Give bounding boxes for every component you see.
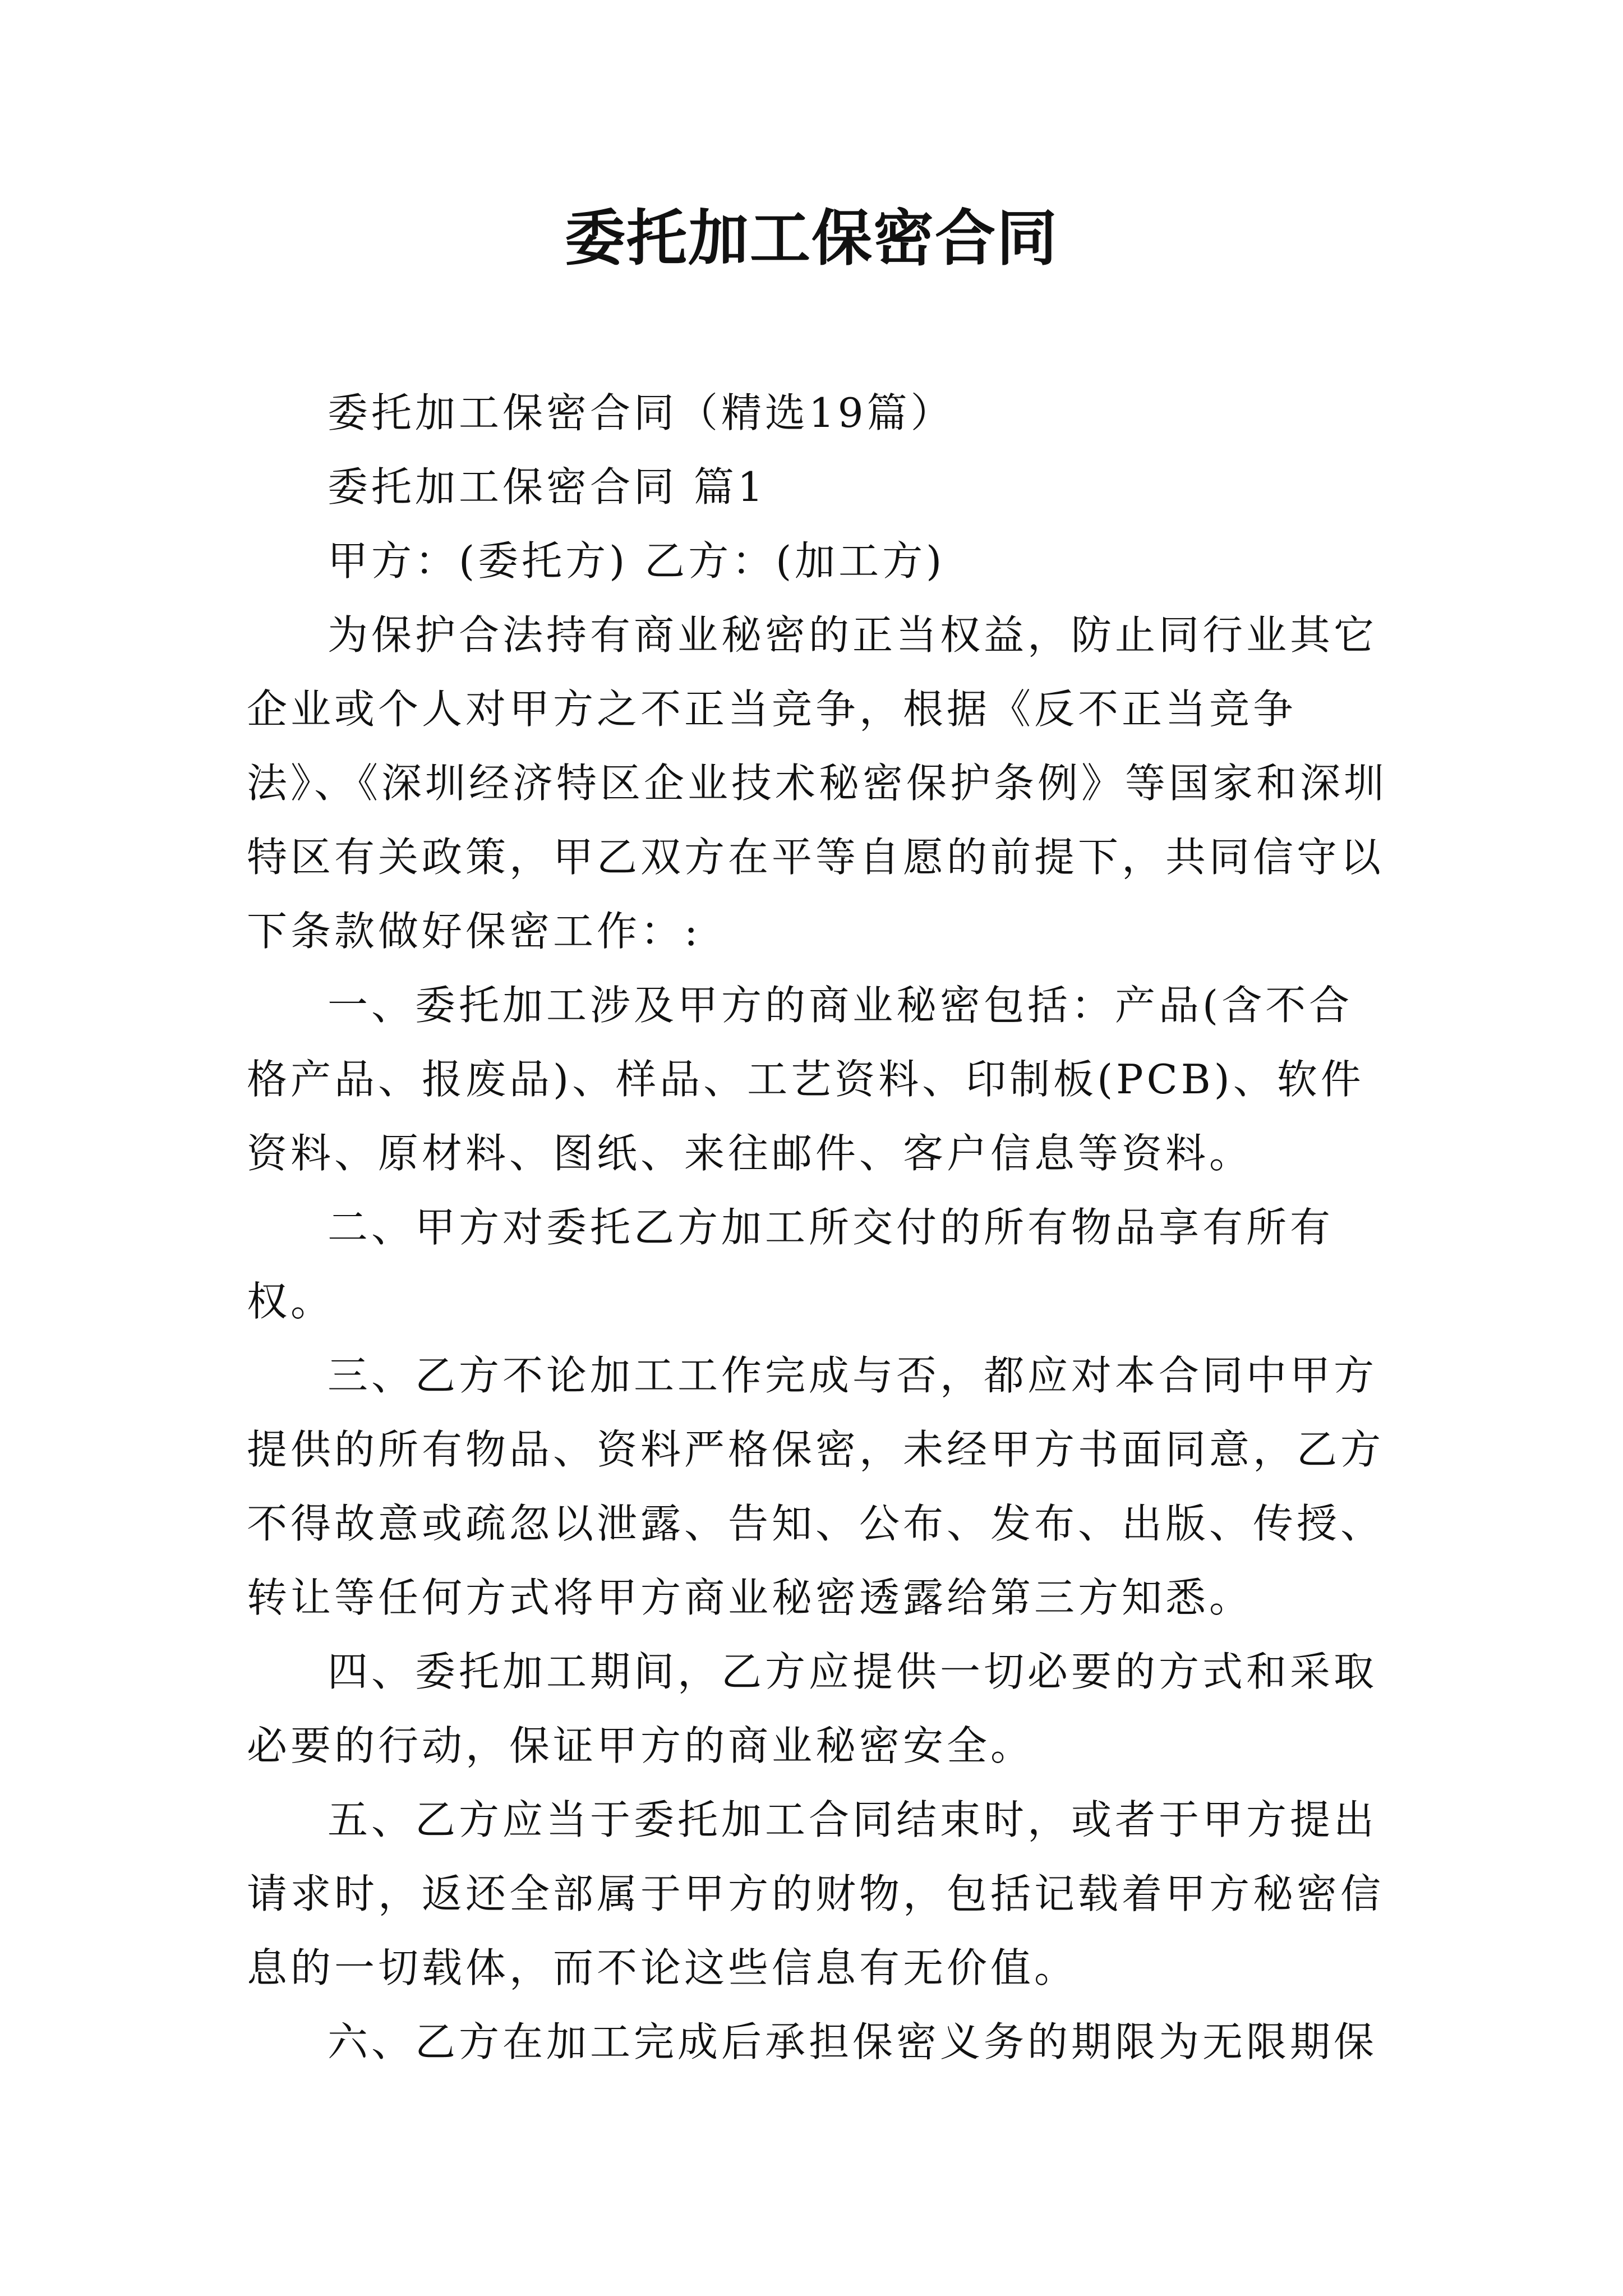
paragraph-clause-5: 五、乙方应当于委托加工合同结束时，或者于甲方提出请求时，返还全部属于甲方的财物，包括记载着甲方秘密信息的一切载体，而不论这些信息有无价值。 [247, 1796, 1385, 1991]
document-title: 委托加工保密合同 [564, 203, 1058, 274]
paragraph-preamble: 为保护合法持有商业秘密的正当权益，防止同行业其它企业或个人对甲方之不正当竞争，根据《反不正当竞争法》、《深圳经济特区企业技术秘密保护条例》等国家和深圳特区有关政策，甲乙双方在平等自愿的前提下，共同信守以下条款做好保密工作：: [247, 611, 1388, 955]
document-body [247, 376, 1396, 2079]
paragraph-clause-6: 六、乙方在加工完成后承担保密义务的期限为无限期保 [328, 2018, 1378, 2065]
paragraph-parties: 甲方：(委托方) 乙方：(加工方) [328, 537, 946, 585]
paragraph-clause-2: 二、甲方对委托乙方加工所交付的所有物品享有所有权。 [247, 1204, 1334, 1325]
paragraph-section-heading: 委托加工保密合同 篇1 [328, 463, 767, 510]
paragraph-clause-4: 四、委托加工期间，乙方应提供一切必要的方式和采取必要的行动，保证甲方的商业秘密安全。 [247, 1648, 1378, 1769]
paragraph-subtitle: 委托加工保密合同（精选19篇） [328, 389, 955, 436]
paragraph-clause-3: 三、乙方不论加工工作完成与否，都应对本合同中甲方提供的所有物品、资料严格保密，未经甲方书面同意，乙方不得故意或疏忽以泄露、告知、公布、发布、出版、传授、转让等任何方式将甲方商业秘密透露给第三方知悉。 [247, 1352, 1385, 1621]
paragraph-clause-1: 一、委托加工涉及甲方的商业秘密包括：产品(含不合格产品、报废品)、样品、工艺资料、印制板(PCB)、软件资料、原材料、图纸、来往邮件、客户信息等资料。 [247, 982, 1364, 1177]
